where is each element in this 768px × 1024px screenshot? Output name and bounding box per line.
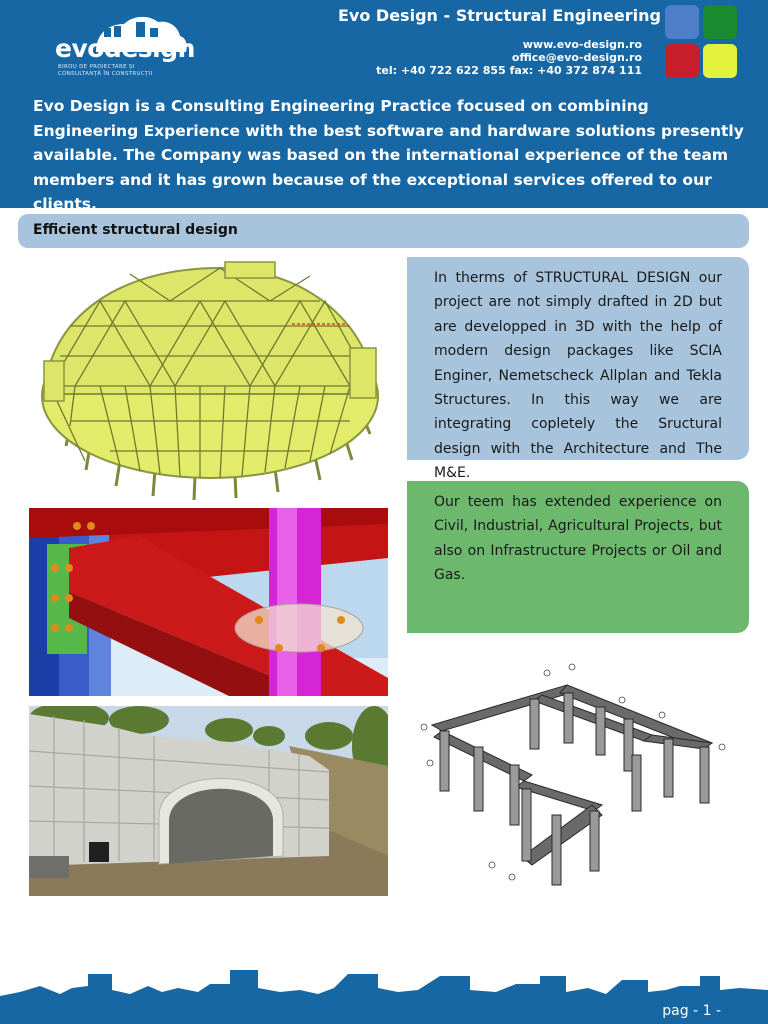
section-title: Efficient structural design <box>33 222 238 238</box>
email-link[interactable]: office@evo-design.ro <box>511 51 642 64</box>
tunnel-construction-photo <box>29 706 388 896</box>
steel-frame-3d-drawing <box>412 655 737 890</box>
header-title: Evo Design - Structural Engineering <box>338 6 661 25</box>
page-number: pag - 1 - <box>662 1003 721 1019</box>
logo-tagline-line1: BIROU DE PROIECTARE ȘI <box>58 64 135 70</box>
section-header-bar <box>18 214 749 248</box>
structural-design-text: In therms of STRUCTURAL DESIGN our project are not simply drafted in 2D but are developped in 3D with the help of modern design packages like SCIA Enginer, Nemetscheck Allplan and Tekla Structures. In this way we are integrating copletely the Sructural design with the Architecture and The M&E. <box>434 270 722 482</box>
logo-wordmark: evodesign <box>55 34 195 63</box>
company-logo[interactable] <box>52 12 195 82</box>
website-link[interactable]: www.evo-design.ro <box>522 38 642 51</box>
experience-text: Our teem has extended experience on Civil, Industrial, Agricultural Projects, but also on Infrastructure Projects or Oil and Gas. <box>434 494 722 584</box>
structural-design-textbox <box>407 257 749 482</box>
color-square-green <box>703 5 737 39</box>
intro-paragraph: Evo Design is a Consulting Engineering Practice focused on combining Engineering Experience with the best software and hardware solutions presently available. The Company was based on the international experience of the team members and it has grown because of the exceptional services offered to our clients. <box>33 97 744 213</box>
footer-skyline-graphic <box>0 966 768 1024</box>
steel-connection-image <box>29 508 388 696</box>
color-square-blue <box>665 5 699 39</box>
color-square-yellow <box>703 44 737 78</box>
color-square-red <box>665 44 699 78</box>
header-banner <box>0 0 768 213</box>
experience-textbox <box>407 481 749 633</box>
geodesic-dome-image <box>30 256 388 502</box>
phone-fax-text: tel: +40 722 622 855 fax: +40 372 874 111 <box>376 64 642 77</box>
logo-tagline-line2: CONSULTANȚĂ ÎN CONSTRUCȚII <box>58 71 153 77</box>
